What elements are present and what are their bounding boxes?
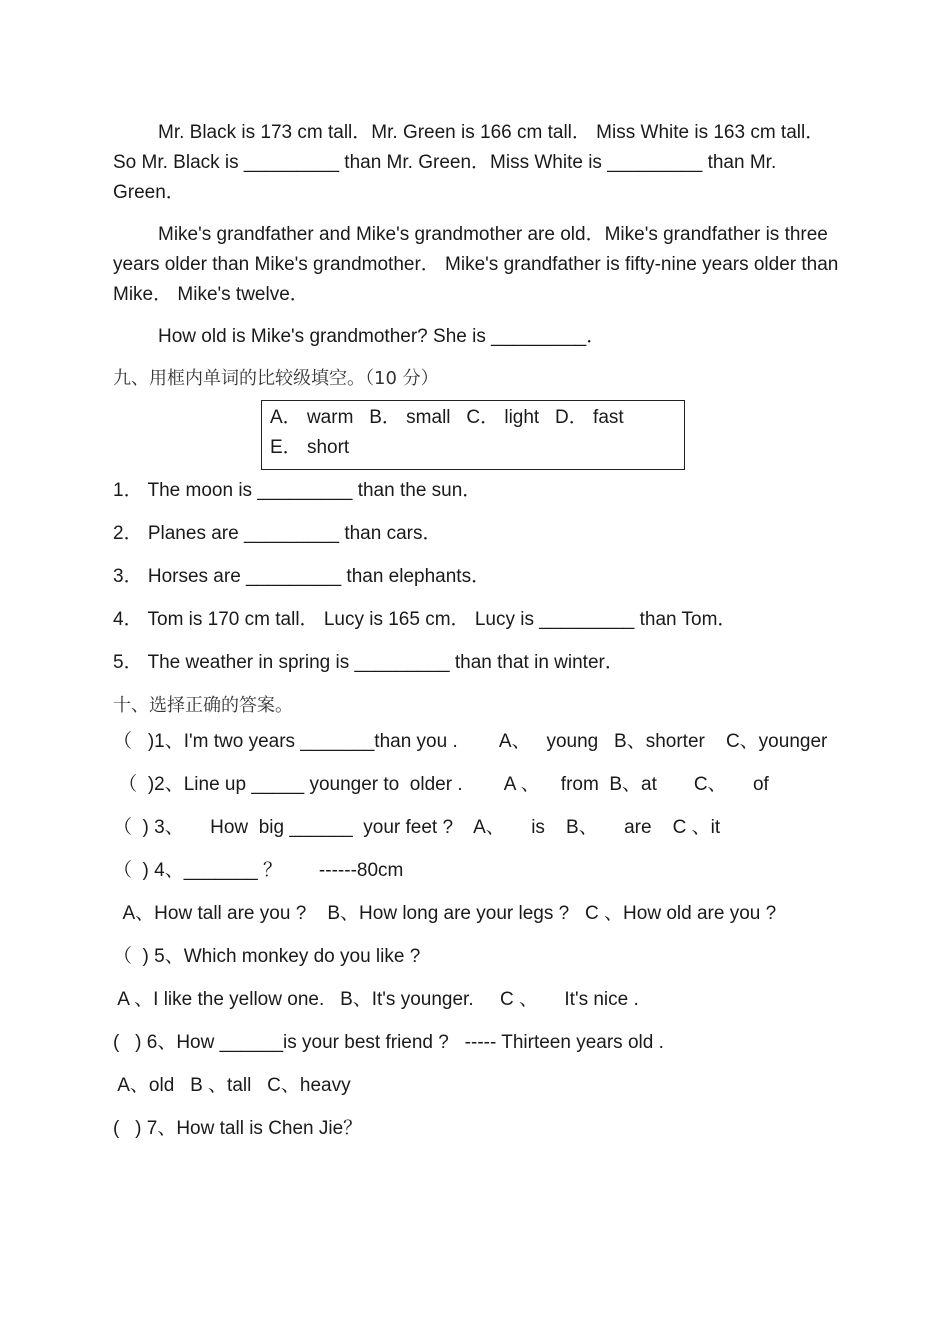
question-1: （ )1、I'm two years _______than you . A、 young B、shorter C、younger xyxy=(113,731,828,752)
question-5-options: A 、I like the yellow one. B、It's younger. C 、 It's nice . xyxy=(113,989,639,1010)
section-9-item-5: 5． The weather in spring is _________ than that in winter． xyxy=(113,652,624,673)
section-9-item-1: 1． The moon is _________ than the sun． xyxy=(113,480,482,501)
section-9-item-3: 3． Horses are _________ than elephants． xyxy=(113,566,491,587)
section-9-item-2: 2． Planes are _________ than cars． xyxy=(113,523,442,544)
word-box-line-1: A． warm B． small C． light D． fast xyxy=(270,407,624,428)
section-9-item-4: 4． Tom is 170 cm tall． Lucy is 165 cm． Lucy is _________ than Tom． xyxy=(113,609,737,630)
word-box xyxy=(261,400,685,470)
question-7: ( ) 7、How tall is Chen Jie？ xyxy=(113,1118,363,1139)
question-5: （ ) 5、Which monkey do you like ? xyxy=(113,946,421,967)
worksheet-page xyxy=(113,118,840,1157)
question-6-options: A、old B 、tall C、heavy xyxy=(113,1075,351,1096)
section-10-heading: 十、选择正确的答案。 xyxy=(113,695,293,716)
question-3: （ ) 3、 How big ______ your feet ? A、 is B、 are C 、it xyxy=(113,817,721,838)
question-2: （ )2、Line up _____ younger to older . A 、 from B、at C、 of xyxy=(113,774,769,795)
passage-paragraph-1: Mr. Black is 173 cm tall．Mr. Green is 166 cm tall． Miss White is 163 cm tall．So Mr. Black is _________ than Mr. Green．Miss White is _________ than Mr. Green． xyxy=(113,122,825,203)
question-6: ( ) 6、How ______is your best friend ? ----- Thirteen years old . xyxy=(113,1032,664,1053)
word-box-line-2: E． short xyxy=(270,437,350,458)
question-4-options: A、How tall are you ? B、How long are your legs ? C 、How old are you ? xyxy=(113,903,777,924)
passage-question: How old is Mike's grandmother? She is _________． xyxy=(158,326,606,347)
question-4: （ ) 4、_______ ？ ------80cm xyxy=(113,860,404,881)
section-9-heading: 九、用框内单词的比较级填空。（10 分） xyxy=(113,368,439,389)
passage-paragraph-2: Mike's grandfather and Mike's grandmother are old．Mike's grandfather is three years older than Mike's grandmother． Mike's grandfather is fifty-nine years older than Mike． Mike's twelve． xyxy=(113,224,839,305)
